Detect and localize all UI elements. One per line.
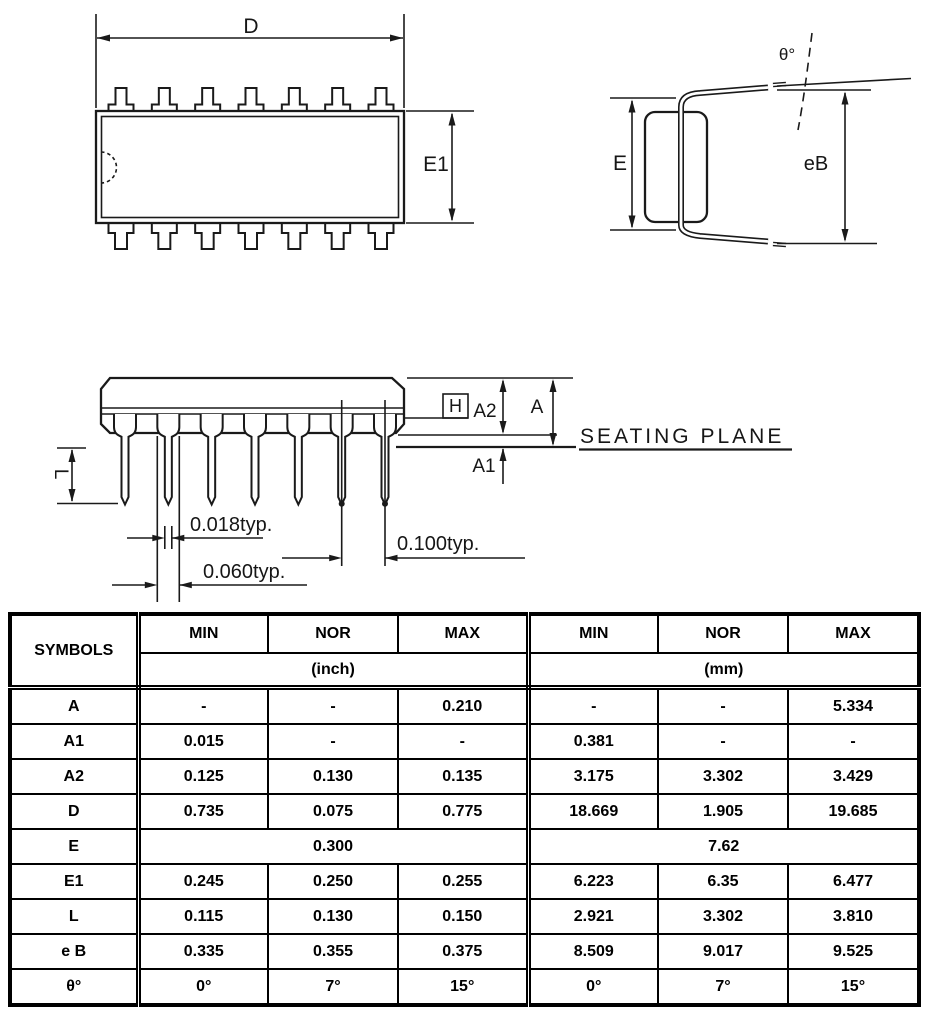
lead-shoulder-callout	[112, 561, 307, 588]
symbol-cell: E1	[10, 864, 138, 899]
symbol-cell: E	[10, 829, 138, 864]
seating-plane-label: SEATING PLANE	[580, 425, 785, 448]
bottom-pin	[152, 223, 177, 249]
col-header-inch-min: MIN	[138, 614, 268, 653]
table-header-symbols: SYMBOLS	[10, 614, 138, 688]
col-header-mm-max: MAX	[788, 614, 919, 653]
value-cell-merged: 7.62	[528, 829, 919, 864]
value-cell: 0.255	[398, 864, 528, 899]
dim-label-theta: θ°	[778, 45, 796, 64]
pin6-tip-dot	[339, 501, 345, 507]
side-pin	[201, 414, 223, 505]
value-cell: 0.130	[268, 759, 398, 794]
col-header-mm-nor: NOR	[658, 614, 788, 653]
value-cell: 7°	[268, 969, 398, 1005]
value-cell: 0.210	[398, 688, 528, 725]
top-pin	[152, 88, 177, 111]
value-cell: 0.375	[398, 934, 528, 969]
symbol-cell: e B	[10, 934, 138, 969]
lead-pitch-callout	[282, 533, 525, 561]
value-cell: 0.245	[138, 864, 268, 899]
value-cell: -	[658, 688, 788, 725]
value-cell: 0.735	[138, 794, 268, 829]
table-row-e1	[10, 864, 919, 899]
side-pin	[114, 414, 136, 505]
value-cell: -	[138, 688, 268, 725]
value-cell: -	[788, 724, 919, 759]
value-cell: 6.477	[788, 864, 919, 899]
value-cell: 0.250	[268, 864, 398, 899]
dimensions-table	[8, 612, 921, 1007]
dim-label-d: D	[243, 15, 259, 38]
value-cell: 0.135	[398, 759, 528, 794]
col-header-inch-max: MAX	[398, 614, 528, 653]
dim-label-a: A	[530, 397, 544, 418]
dip-body-outline	[96, 111, 404, 223]
dim-label-a2: A2	[473, 401, 497, 422]
bottom-pin	[239, 223, 264, 249]
side-pin	[244, 414, 266, 505]
table-row-e	[10, 829, 919, 864]
value-cell: 0.125	[138, 759, 268, 794]
lead-thickness-callout	[127, 514, 272, 541]
symbol-cell: A	[10, 688, 138, 725]
value-cell: -	[268, 724, 398, 759]
a2-dimension	[473, 379, 506, 434]
value-cell: 0.130	[268, 899, 398, 934]
table-header-row-1	[10, 614, 919, 653]
lead-pitch-value: 0.100typ.	[397, 533, 480, 555]
end-view-body	[645, 112, 707, 222]
package-top-view-diagram	[96, 14, 474, 249]
top-pin	[325, 88, 350, 111]
value-cell: 0.335	[138, 934, 268, 969]
symbol-cell: L	[10, 899, 138, 934]
package-end-view-diagram	[610, 33, 911, 245]
value-cell: 9.017	[658, 934, 788, 969]
table-row-eb	[10, 934, 919, 969]
package-side-view-diagram	[50, 378, 792, 602]
value-cell: 8.509	[528, 934, 658, 969]
bottom-pin	[325, 223, 350, 249]
theta-angle-arc	[798, 33, 812, 130]
value-cell: 5.334	[788, 688, 919, 725]
datum-h-label: H	[449, 396, 462, 416]
top-pin	[282, 88, 307, 111]
lead-shoulder-value: 0.060typ.	[203, 561, 286, 583]
col-header-mm-min: MIN	[528, 614, 658, 653]
symbol-cell: A2	[10, 759, 138, 794]
value-cell: 15°	[398, 969, 528, 1005]
top-pin	[369, 88, 394, 111]
dim-label-l: L	[50, 468, 71, 480]
value-cell: 0°	[138, 969, 268, 1005]
pin7-tip-dot	[382, 501, 388, 507]
table-row-l	[10, 899, 919, 934]
e1-dimension	[406, 111, 474, 223]
symbol-cell: D	[10, 794, 138, 829]
side-pin	[157, 414, 179, 505]
top-pin	[195, 88, 220, 111]
value-cell: 0.075	[268, 794, 398, 829]
table-row-a1	[10, 724, 919, 759]
value-cell: -	[268, 688, 398, 725]
value-cell: 3.429	[788, 759, 919, 794]
unit-header-mm: (mm)	[528, 653, 919, 688]
bottom-pin	[282, 223, 307, 249]
dim-label-eb: eB	[803, 153, 829, 175]
value-cell: 3.302	[658, 759, 788, 794]
a1-dimension	[472, 448, 506, 484]
value-cell: 6.223	[528, 864, 658, 899]
value-cell: -	[658, 724, 788, 759]
value-cell: -	[398, 724, 528, 759]
value-cell: 1.905	[658, 794, 788, 829]
side-pin	[287, 414, 309, 505]
eb-dimension	[804, 92, 849, 243]
value-cell: 3.175	[528, 759, 658, 794]
value-cell: 0.381	[528, 724, 658, 759]
table-row-d	[10, 794, 919, 829]
value-cell: 3.302	[658, 899, 788, 934]
value-cell: 0.355	[268, 934, 398, 969]
top-pin	[109, 88, 134, 111]
symbol-cell: A1	[10, 724, 138, 759]
top-pin	[239, 88, 264, 111]
symbol-cell: θ°	[10, 969, 138, 1005]
table-header-row-2	[10, 653, 919, 688]
dim-label-e1: E1	[423, 153, 449, 176]
dim-label-a1: A1	[472, 456, 496, 477]
bottom-pin	[369, 223, 394, 249]
lead-angle-line	[777, 79, 911, 87]
value-cell: 18.669	[528, 794, 658, 829]
value-cell: 0.015	[138, 724, 268, 759]
value-cell: 2.921	[528, 899, 658, 934]
unit-header-inch: (inch)	[138, 653, 528, 688]
col-header-inch-nor: NOR	[268, 614, 398, 653]
value-cell: 0°	[528, 969, 658, 1005]
value-cell: 15°	[788, 969, 919, 1005]
a-dimension	[531, 379, 557, 446]
table-row-a	[10, 688, 919, 725]
value-cell: 0.775	[398, 794, 528, 829]
bottom-pin	[195, 223, 220, 249]
dim-label-e: E	[612, 152, 628, 175]
bottom-pin	[109, 223, 134, 249]
table-row-theta	[10, 969, 919, 1005]
value-cell-merged: 0.300	[138, 829, 528, 864]
value-cell: 7°	[658, 969, 788, 1005]
value-cell: 19.685	[788, 794, 919, 829]
l-dimension	[50, 448, 118, 504]
value-cell: 0.115	[138, 899, 268, 934]
value-cell: 0.150	[398, 899, 528, 934]
value-cell: 6.35	[658, 864, 788, 899]
value-cell: 9.525	[788, 934, 919, 969]
lead-thickness-value: 0.018typ.	[190, 514, 273, 536]
table-row-a2	[10, 759, 919, 794]
value-cell: -	[528, 688, 658, 725]
value-cell: 3.810	[788, 899, 919, 934]
